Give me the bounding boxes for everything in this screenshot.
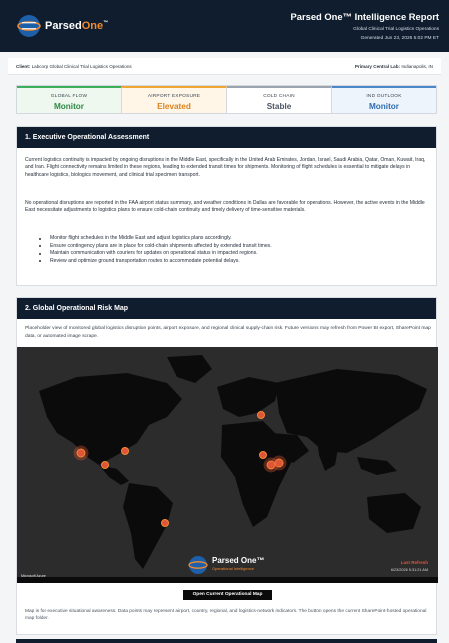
last-refresh-value: 6/23/2026 5:31:21 AM xyxy=(390,568,428,572)
risk-marker xyxy=(122,448,129,455)
status-card-value: Stable xyxy=(266,102,292,111)
section-title: 1. Executive Operational Assessment xyxy=(17,127,436,148)
status-card-global-flow xyxy=(17,86,122,113)
continent-antarctica xyxy=(17,577,438,583)
generated-timestamp: Generated Jun 23, 2026 5:02 PM ET xyxy=(360,36,439,41)
world-map-graphic xyxy=(17,347,438,583)
last-refresh-label: Last Refresh xyxy=(400,560,428,565)
map-brand-name: Parsed One™ xyxy=(212,556,265,565)
report-title: Parsed One™ Intelligence Report xyxy=(290,11,439,22)
action-item: Maintain communication with couriers for updates on operational status in impacted regions. xyxy=(37,250,427,258)
map-attribution: Microsoft Azure xyxy=(21,574,46,578)
action-item: Monitor flight schedules in the Middle East and adjust logistics plans accordingly. xyxy=(37,235,427,243)
map-footnote: Map is for executive situational awareness. Data points may represent airport, country, regional, and logistics-network indicators. The button opens the current SharePoint-hosted operational map folder. xyxy=(25,609,427,622)
status-card-value: Elevated xyxy=(157,102,191,111)
status-card-value: Monitor xyxy=(53,102,84,111)
risk-map-section xyxy=(16,297,437,635)
open-operational-map-button[interactable]: Open Current Operational Map xyxy=(183,590,272,600)
risk-marker xyxy=(258,412,265,419)
status-card-label: COLD CHAIN xyxy=(263,94,295,99)
status-card-value: Monitor xyxy=(368,102,399,111)
status-card-label: AIRPORT EXPOSURE xyxy=(147,94,201,99)
report-subtitle: Global Clinical Trial Logistics Operations xyxy=(353,27,439,32)
status-card-cold-chain xyxy=(227,86,332,113)
risk-marker xyxy=(260,452,267,459)
map-brand-subtitle: Operational Intelligence xyxy=(212,566,255,571)
risk-marker xyxy=(162,520,169,527)
client-info: Client: Labcorp Global Clinical Trial Logistics Operations xyxy=(16,64,132,69)
client-bar xyxy=(8,58,441,75)
risk-marker xyxy=(77,449,85,457)
status-card-ind-outlook xyxy=(332,86,436,113)
report-header xyxy=(0,0,449,52)
assessment-paragraph: No operational disruptions are reported in the FAA airport status summary, and weather conditions in Dallas are favorable for operations. However, the active events in the Middle East necessitate adjustments to logistics plans to ensure cold-chain continuity and timely delivery of time-sensitive materials. xyxy=(25,200,425,214)
action-list xyxy=(37,235,427,265)
risk-marker xyxy=(102,462,109,469)
status-card-label: IND OUTLOOK xyxy=(366,94,402,99)
central-lab-info: Primary Central Lab: Indianapolis, IN xyxy=(354,64,433,69)
world-risk-map[interactable] xyxy=(17,347,438,583)
map-description: Placeholder view of monitored global logistics disruption points, airport exposure, and regional clinical supply-chain risk. Future versions may refresh from Power BI export, SharePoint map data, or automated image scrape. xyxy=(25,326,431,339)
brand-wordmark: ParsedOne™ xyxy=(45,20,109,32)
assessment-paragraph: Current logistics continuity is impacted by ongoing disruptions in the Middle East, specifically in the United Arab Emirates, Jordan, Israel, Saudi Arabia, Qatar, Oman, Kuwait, Iraq, and Iran. Flight connectivity remains limited in these regions, leading to extended transit times for shipments. Monitoring of flight schedules is essential to mitigate delays in healthcare logistics, biologics movement, and clinical trial specimen transport. xyxy=(25,157,426,178)
action-item: Ensure contingency plans are in place for cold-chain shipments affected by extended transit times. xyxy=(37,243,427,251)
status-card-airport-exposure xyxy=(122,86,227,113)
executive-assessment-section xyxy=(16,126,437,286)
section-title: 2. Global Operational Risk Map xyxy=(17,298,436,319)
status-summary xyxy=(16,85,437,114)
status-card-label: GLOBAL FLOW xyxy=(50,94,88,99)
action-item: Review and optimize ground transportation routes to accommodate potential delays. xyxy=(37,258,427,266)
next-section-header-strip xyxy=(16,639,437,643)
